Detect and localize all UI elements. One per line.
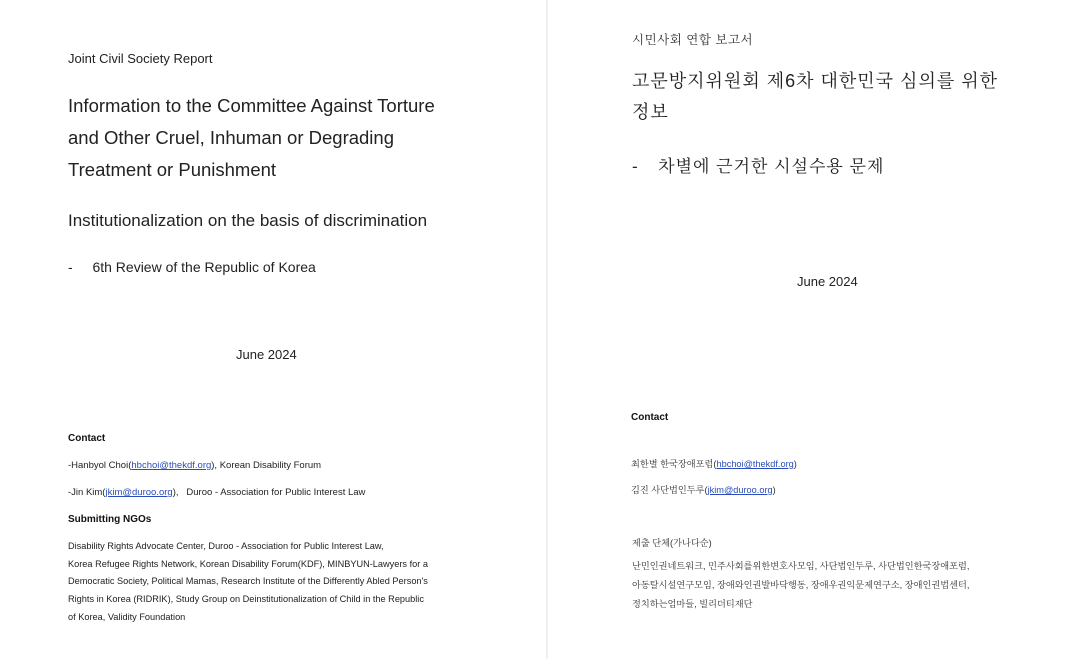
email-link[interactable]: hbchoi@thekdf.org — [716, 459, 794, 469]
title-line: Treatment or Punishment — [68, 159, 277, 180]
review-bullet — [632, 152, 884, 177]
email-link[interactable]: hbchoi@thekdf.org — [131, 460, 212, 471]
report-subtitle: Institutionalization on the basis of discrimination — [68, 211, 428, 230]
bullet-text: 차별에 근거한 시설수용 문제 — [658, 157, 885, 176]
bullet-text: 6th Review of the Republic of Korea — [92, 259, 316, 275]
title-line: 고문방지위원회 제6차 대한민국 심의를 위한 — [632, 71, 998, 91]
report-label: Joint Civil Society Report — [68, 51, 213, 66]
contact-line-2: -Jin Kim(jkim@duroo.org), Duroo - Association for Public Interest Law — [68, 487, 366, 498]
korean-page — [548, 0, 1069, 659]
contact-heading: Contact — [631, 412, 669, 423]
bullet-dash: - — [632, 157, 639, 176]
contact-line-1: 최한별 한국장애포럼(hbchoi@thekdf.org) — [631, 459, 797, 469]
bullet-dash: - — [68, 259, 73, 275]
report-label: 시민사회 연합 보고서 — [632, 33, 754, 47]
ngos-heading: 제출 단체(가나다순) — [632, 538, 712, 548]
ngos-line: 난민인권네트워크, 민주사회를위한변호사모임, 사단법인두루, 사단법인한국장애포럼, — [632, 561, 970, 571]
title-line: and Other Cruel, Inhuman or Degrading — [68, 127, 394, 148]
report-date: June 2024 — [797, 274, 858, 289]
report-date: June 2024 — [236, 347, 297, 362]
ngos-line: Korea Refugee Rights Network, Korean Disability Forum(KDF), MINBYUN-Lawyers for a — [68, 558, 428, 569]
ngos-heading: Submitting NGOs — [68, 514, 152, 525]
contact-heading: Contact — [68, 433, 106, 444]
title-line: 정보 — [632, 102, 669, 122]
contact-line-2: 김진 사단법인두루(jkim@duroo.org) — [631, 485, 776, 495]
review-bullet — [68, 259, 316, 275]
title-line: Information to the Committee Against Torture — [68, 95, 435, 116]
ngos-line: Disability Rights Advocate Center, Duroo - Association for Public Interest Law, — [68, 541, 384, 551]
ngos-line: of Korea, Validity Foundation — [68, 611, 186, 622]
ngos-line: 아동탈시설연구모임, 장애와인권발바닥행동, 장애우권익문제연구소, 장애인권법센터, — [632, 580, 970, 590]
ngos-list — [68, 538, 428, 627]
report-title — [632, 66, 998, 128]
email-link[interactable]: jkim@duroo.org — [105, 487, 173, 498]
ngos-line: Democratic Society, Political Mamas, Research Institute of the Differently Abled Person's — [68, 576, 428, 587]
ngos-line: 정치하는엄마들, 빌리더티재단 — [632, 599, 753, 609]
report-title — [68, 90, 435, 186]
ngos-list — [632, 557, 969, 614]
contact-line-1: -Hanbyol Choi(hbchoi@thekdf.org), Korean Disability Forum — [68, 460, 322, 471]
email-link[interactable]: jkim@duroo.org — [707, 485, 773, 495]
ngos-line: Rights in Korea (RIDRIK), Study Group on Deinstitutionalization of Child in the Republic — [68, 594, 424, 605]
